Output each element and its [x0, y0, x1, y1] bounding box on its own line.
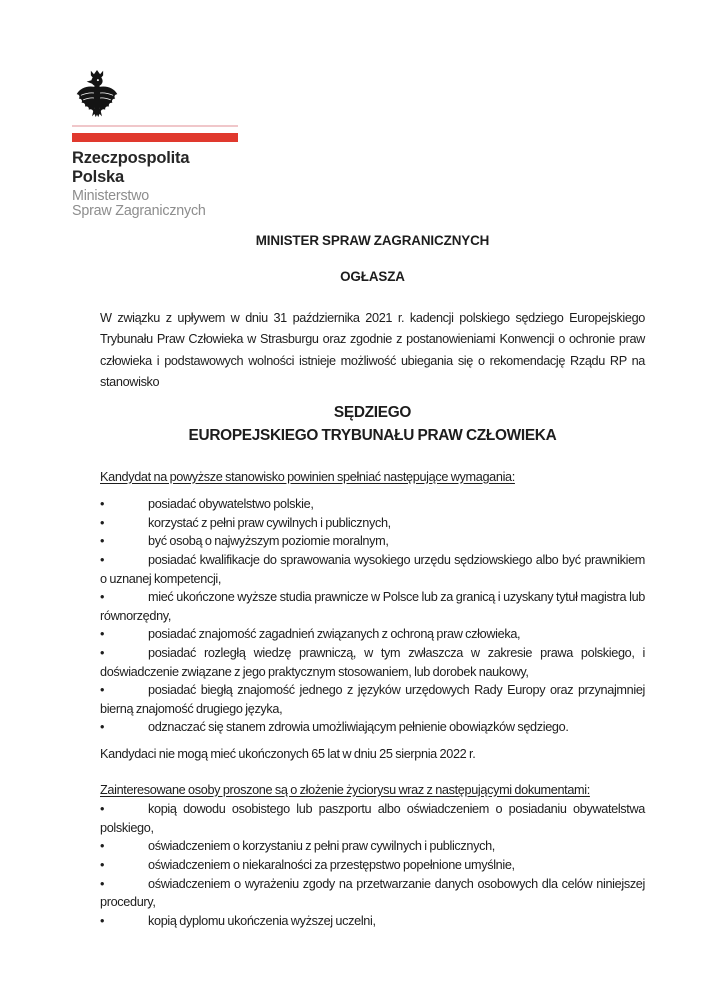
list-item: [100, 644, 645, 681]
bullet-marker: •: [100, 645, 105, 660]
age-limit-note: Kandydaci nie mogą mieć ukończonych 65 lat w dniu 25 sierpnia 2022 r.: [100, 746, 476, 761]
bullet-marker: •: [100, 515, 105, 530]
list-item-text: posiadać znajomość zagadnień związanych z ochroną praw człowieka,: [148, 627, 521, 642]
documents-list: [100, 800, 645, 930]
bullet-marker: •: [100, 802, 105, 817]
minister-heading: MINISTER SPRAW ZAGRANICZNYCH: [255, 233, 490, 248]
flag-stripe-light: [72, 125, 238, 127]
bullet-marker: •: [100, 553, 105, 567]
list-item-text: posiadać biegłą znajomość jednego z języków urzędowych Rady Europy oraz przynajmniej bierną znajomość drugiego języka,: [100, 683, 645, 716]
list-item-text: kopią dyplomu ukończenia wyższej uczelni,: [148, 913, 376, 928]
country-name: Rzeczpospolita Polska: [72, 149, 190, 186]
list-item: [100, 588, 645, 625]
list-item: [100, 514, 645, 533]
list-item-text: korzystać z pełni praw cywilnych i publicznych,: [148, 515, 391, 530]
bullet-marker: •: [100, 876, 105, 891]
ministry-logo: [72, 68, 238, 218]
list-item: [100, 625, 645, 644]
requirements-heading: Kandydat na powyższe stanowisko powinien spełniać następujące wymagania:: [100, 469, 515, 484]
list-item-text: posiadać obywatelstwo polskie,: [148, 497, 314, 512]
bullet-marker: •: [100, 839, 105, 854]
bullet-marker: •: [100, 627, 105, 642]
list-item-text: mieć ukończone wyższe studia prawnicze w Polsce lub za granicą i uzyskany tytuł magistra lub równorzędny,: [100, 590, 645, 623]
list-item: [100, 912, 645, 931]
list-item-text: posiadać rozległą wiedzę prawniczą, w tym zwłaszcza w zakresie prawa polskiego, i doświadczenie związane z jego praktycznym stosowaniem, lub dorobek naukowy,: [100, 645, 645, 679]
polish-eagle-emblem-icon: [74, 68, 120, 118]
bullet-marker: •: [100, 534, 105, 549]
requirements-list: [100, 495, 645, 737]
ministry-name-line2: Spraw Zagranicznych: [72, 202, 206, 219]
position-title-line2: EUROPEJSKIEGO TRYBUNAŁU PRAW CZŁOWIEKA: [188, 426, 557, 444]
list-item-text: oświadczeniem o wyrażeniu zgody na przetwarzanie danych osobowych dla celów niniejszej procedury,: [100, 876, 645, 910]
list-item: [100, 875, 645, 912]
bullet-marker: •: [100, 720, 105, 735]
list-item: [100, 800, 645, 837]
list-item-text: oświadczeniem o korzystaniu z pełni praw cywilnych i publicznych,: [148, 839, 495, 854]
list-item-text: posiadać kwalifikacje do sprawowania wysokiego urzędu sędziowskiego albo być prawnikiem o uznanej kompetencji,: [100, 553, 645, 586]
position-title: [100, 401, 645, 447]
list-item: [100, 495, 645, 514]
list-item-text: kopią dowodu osobistego lub paszportu albo oświadczeniem o posiadaniu obywatelstwa polskiego,: [100, 802, 645, 835]
bullet-marker: •: [100, 857, 105, 872]
flag-stripe-red: [72, 133, 238, 142]
list-item: [100, 681, 645, 718]
announcement-body: [100, 231, 645, 930]
list-item-text: być osobą o najwyższym poziomie moralnym,: [148, 534, 389, 549]
bullet-marker: •: [100, 683, 105, 698]
position-title-line1: SĘDZIEGO: [333, 403, 412, 421]
ministry-name-line1: Ministerstwo: [72, 188, 150, 204]
list-item: [100, 532, 645, 551]
documents-heading: Zainteresowane osoby proszone są o złożenie życiorysu wraz z następującymi dokumentami:: [100, 782, 590, 797]
intro-paragraph: W związku z upływem w dniu 31 października 2021 r. kadencji polskiego sędziego Europejskiego Trybunału Praw Człowieka w Strasburgu oraz zgodnie z postanowieniami Konwencji o ochronie praw człowieka i podstawowych wolności istnieje możliwość ubiegania się o rekomendację Rządu RP na stanowisko: [100, 311, 645, 390]
bullet-marker: •: [100, 497, 105, 512]
announces-heading: OGŁASZA: [340, 269, 405, 284]
list-item-text: oświadczeniem o niekaralności za przestępstwo popełnione umyślnie,: [148, 857, 515, 872]
bullet-marker: •: [100, 590, 105, 605]
bullet-marker: •: [100, 913, 105, 928]
list-item: [100, 837, 645, 856]
list-item: [100, 856, 645, 875]
list-item-text: odznaczać się stanem zdrowia umożliwiającym pełnienie obowiązków sędziego.: [148, 720, 569, 735]
list-item: [100, 551, 645, 588]
list-item: [100, 718, 645, 737]
